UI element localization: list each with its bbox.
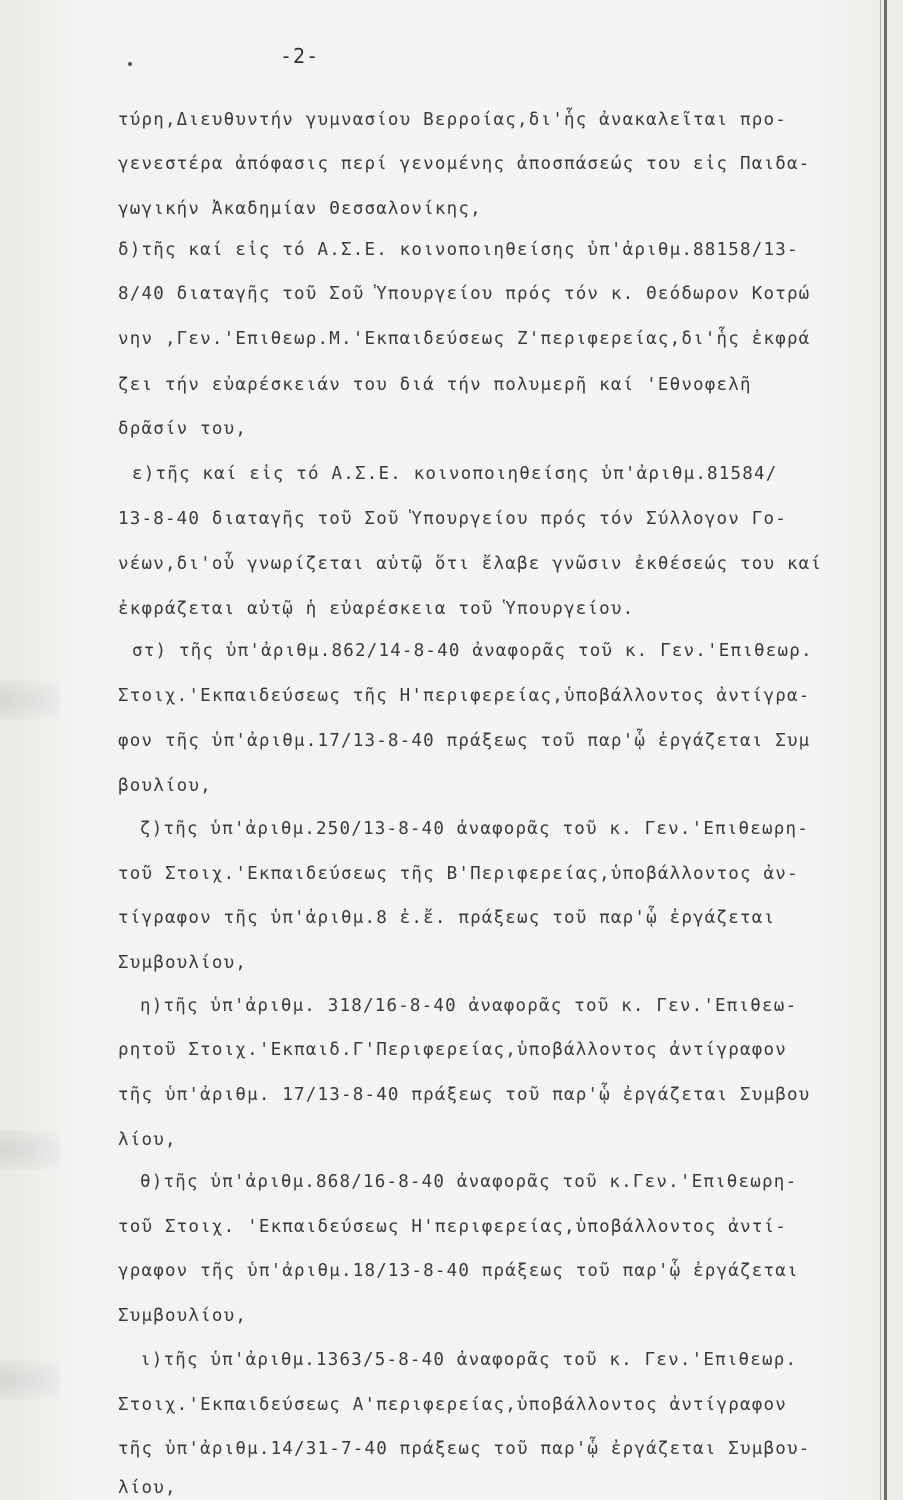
text-line: 8/40 διαταγῆς τοῦ Σοῦ Ὑπουργείου πρός τόν κ. Θεόδωρον Κοτρώ (118, 284, 811, 304)
text-line: Στοιχ.'Εκπαιδεύσεως τῆς Η'περιφερείας,ὑποβάλλοντος ἀντίγρα- (118, 686, 811, 706)
page-edge-rule-thin (880, 0, 881, 1500)
text-line: ε)τῆς καί εἰς τό Α.Σ.Ε. κοινοποιηθείσης ὑπ'ἀριθμ.81584/ (132, 464, 778, 484)
text-line: νην ,Γεν.'Επιθεωρ.Μ.'Εκπαιδεύσεως Ζ'περιφερείας,δι'ἧς ἐκφρά (118, 329, 811, 349)
text-line: θ)τῆς ὑπ'ἀριθμ.868/16-8-40 ἀναφορᾶς τοῦ κ.Γεν.'Επιθεωρη- (140, 1172, 798, 1192)
text-line: 13-8-40 διαταγῆς τοῦ Σοῦ Ὑπουργείου πρός τόν Σύλλογον Γο- (118, 509, 787, 529)
text-line: ρητοῦ Στοιχ.'Εκπαιδ.Γ'Περιφερείας,ὑποβάλλοντος ἀντίγραφον (118, 1040, 787, 1060)
text-line: δ)τῆς καί εἰς τό Α.Σ.Ε. κοινοποιηθείσης ὑπ'ἀριθμ.88158/13- (118, 240, 799, 260)
text-line: Συμβουλίου, (118, 1306, 248, 1326)
page-edge-rule (884, 0, 887, 1500)
text-line: τοῦ Στοιχ.'Εκπαιδεύσεως τῆς Β'Περιφερείας,ὑποβάλλοντος ἀν- (118, 864, 799, 884)
text-line: τοῦ Στοιχ. 'Εκπαιδεύσεως Η'περιφερείας,ὑποβάλλοντος ἀντί- (118, 1217, 787, 1237)
text-line: τύρη,Διευθυντήν γυμνασίου Βερροίας,δι'ἧς ἀνακαλεῖται προ- (118, 110, 787, 130)
text-line: γενεστέρα ἀπόφασις περί γενομένης ἀποσπάσεώς του εἰς Παιδα- (118, 154, 811, 174)
text-line: φον τῆς ὑπ'ἀριθμ.17/13-8-40 πράξεως τοῦ παρ'ᾧ ἐργάζεται Συμ (118, 731, 811, 751)
text-line: ι)τῆς ὑπ'ἀριθμ.1363/5-8-40 ἀναφορᾶς τοῦ κ. Γεν.'Επιθεωρ. (140, 1350, 798, 1370)
text-line: Στοιχ.'Εκπαιδεύσεως Α'περιφερείας,ὑποβάλλοντος ἀντίγραφον (118, 1395, 787, 1415)
text-line: λίου, (118, 1478, 177, 1498)
text-line: νέων,δι'οὗ γνωρίζεται αὐτῷ ὅτι ἔλαβε γνῶσιν ἐκθέσεώς του καί (118, 554, 823, 574)
text-line: τῆς ὑπ'ἀριθμ. 17/13-8-40 πράξεως τοῦ παρ'ᾧ ἐργάζεται Συμβου (118, 1085, 811, 1105)
text-line: Συμβουλίου, (118, 953, 248, 973)
page-number: -2- (280, 44, 320, 68)
text-line: ζ)τῆς ὑπ'ἀριθμ.250/13-8-40 ἀναφορᾶς τοῦ κ. Γεν.'Επιθεωρη- (140, 819, 809, 839)
text-line: γωγικήν Ἀκαδημίαν Θεσσαλονίκης, (118, 199, 482, 219)
text-line: λίου, (118, 1130, 177, 1150)
text-line: γραφον τῆς ὑπ'ἀριθμ.18/13-8-40 πράξεως τοῦ παρ'ᾧ ἐργάζεται (118, 1261, 799, 1281)
text-line: ζει τήν εὐαρέσκειάν του διά τήν πολυμερῆ καί 'Εθνοφελῆ (118, 375, 752, 395)
text-line: τίγραφον τῆς ὑπ'ἀριθμ.8 ἐ.ἔ. πράξεως τοῦ παρ'ᾧ ἐργάζεται (118, 908, 776, 928)
text-line: στ) τῆς ὑπ'ἀριθμ.862/14-8-40 ἀναφορᾶς τοῦ κ. Γεν.'Επιθεωρ. (132, 641, 813, 661)
text-line: τῆς ὑπ'ἀριθμ.14/31-7-40 πράξεως τοῦ παρ'ᾧ ἐργάζεται Συμβου- (118, 1439, 811, 1459)
text-line: δρᾶσίν του, (118, 419, 248, 439)
text-line: βουλίου, (118, 776, 212, 796)
text-line: ἐκφράζεται αὐτῷ ἡ εὐαρέσκεια τοῦ Ὑπουργείου. (118, 599, 635, 619)
text-line: η)τῆς ὑπ'ἀριθμ. 318/16-8-40 ἀναφορᾶς τοῦ κ. Γεν.'Επιθεω- (140, 996, 798, 1016)
